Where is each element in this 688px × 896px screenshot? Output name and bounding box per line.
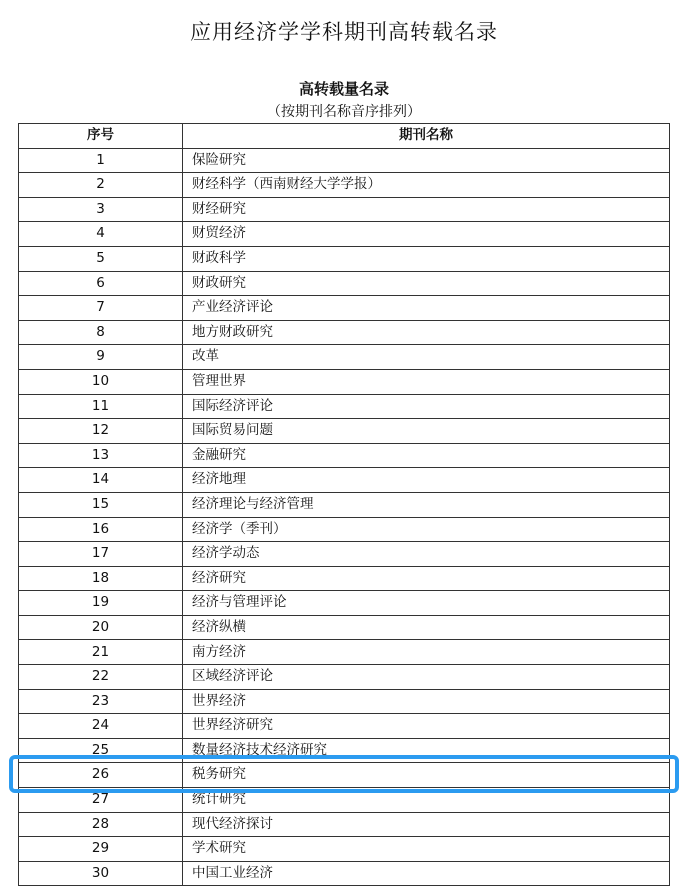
row-journal-name: 国际经济评论 [183,394,670,419]
row-index: 10 [19,369,183,394]
table-row [19,271,670,296]
table-row [19,689,670,714]
row-index: 1 [19,148,183,173]
journal-table [18,123,670,886]
row-index: 8 [19,320,183,345]
table-row [19,542,670,567]
table-row [19,517,670,542]
table-row [19,615,670,640]
row-index: 23 [19,689,183,714]
row-journal-name: 财贸经济 [183,222,670,247]
table-row [19,222,670,247]
row-index: 18 [19,566,183,591]
row-index: 29 [19,837,183,862]
row-journal-name: 现代经济探讨 [183,812,670,837]
row-journal-name: 经济学动态 [183,542,670,567]
table-row [19,837,670,862]
row-journal-name: 改革 [183,345,670,370]
table-row [19,443,670,468]
row-journal-name: 财经研究 [183,197,670,222]
row-journal-name: 税务研究 [183,763,670,788]
header-journal-name: 期刊名称 [183,124,670,149]
list-sort-note: （按期刊名称音序排列） [267,104,421,120]
row-index: 26 [19,763,183,788]
row-journal-name: 统计研究 [183,788,670,813]
row-index: 22 [19,665,183,690]
table-row [19,763,670,788]
table-row [19,492,670,517]
row-index: 27 [19,788,183,813]
row-journal-name: 经济理论与经济管理 [183,492,670,517]
table-row [19,148,670,173]
row-journal-name: 经济与管理评论 [183,591,670,616]
row-index: 6 [19,271,183,296]
table-row [19,788,670,813]
table-header-row [19,124,670,149]
row-index: 9 [19,345,183,370]
row-index: 12 [19,419,183,444]
row-index: 4 [19,222,183,247]
table-row [19,468,670,493]
row-index: 11 [19,394,183,419]
row-journal-name: 数量经济技术经济研究 [183,738,670,763]
row-journal-name: 中国工业经济 [183,861,670,886]
row-journal-name: 南方经济 [183,640,670,665]
table-row [19,566,670,591]
row-index: 15 [19,492,183,517]
row-index: 19 [19,591,183,616]
row-journal-name: 世界经济研究 [183,714,670,739]
row-journal-name: 经济地理 [183,468,670,493]
row-index: 3 [19,197,183,222]
row-journal-name: 财经科学（西南财经大学学报） [183,173,670,198]
row-index: 17 [19,542,183,567]
table-row [19,640,670,665]
row-journal-name: 产业经济评论 [183,296,670,321]
header-index: 序号 [19,124,183,149]
table-row [19,738,670,763]
table-row [19,197,670,222]
row-index: 20 [19,615,183,640]
row-index: 24 [19,714,183,739]
row-index: 5 [19,246,183,271]
table-row [19,345,670,370]
table-row [19,246,670,271]
table-row [19,861,670,886]
row-journal-name: 金融研究 [183,443,670,468]
row-journal-name: 经济研究 [183,566,670,591]
table-row [19,665,670,690]
row-index: 30 [19,861,183,886]
table-row [19,812,670,837]
row-journal-name: 学术研究 [183,837,670,862]
table-row [19,714,670,739]
row-index: 2 [19,173,183,198]
row-index: 16 [19,517,183,542]
row-journal-name: 经济学（季刊） [183,517,670,542]
list-subtitle: 高转载量名录 [298,80,389,98]
table-row [19,591,670,616]
row-journal-name: 财政科学 [183,246,670,271]
row-journal-name: 财政研究 [183,271,670,296]
table-row [19,419,670,444]
row-journal-name: 保险研究 [183,148,670,173]
row-index: 25 [19,738,183,763]
document-title: 应用经济学学科期刊高转载名录 [190,20,498,44]
row-index: 21 [19,640,183,665]
row-index: 13 [19,443,183,468]
row-journal-name: 世界经济 [183,689,670,714]
row-journal-name: 管理世界 [183,369,670,394]
table-row [19,369,670,394]
table-row [19,394,670,419]
table-row [19,173,670,198]
row-journal-name: 国际贸易问题 [183,419,670,444]
table-row [19,296,670,321]
row-journal-name: 区域经济评论 [183,665,670,690]
row-journal-name: 经济纵横 [183,615,670,640]
row-index: 14 [19,468,183,493]
row-index: 7 [19,296,183,321]
table-row [19,320,670,345]
row-journal-name: 地方财政研究 [183,320,670,345]
row-index: 28 [19,812,183,837]
